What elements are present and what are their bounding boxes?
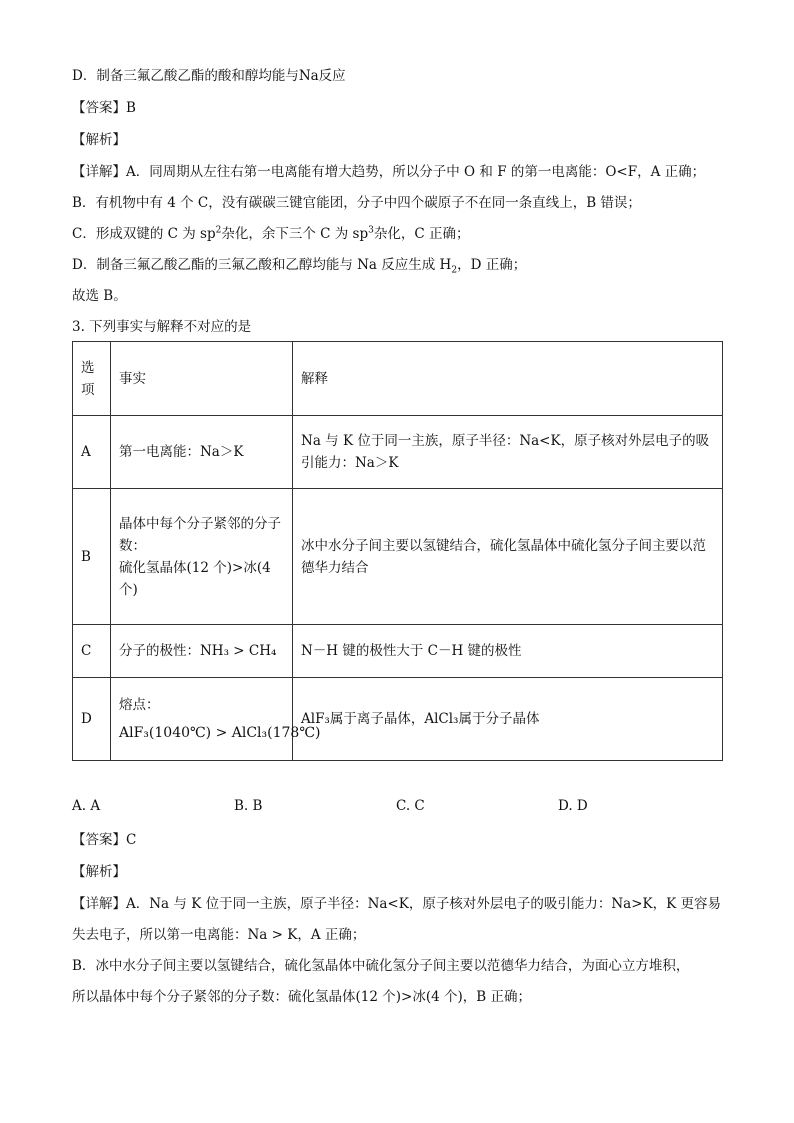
table-row bbox=[73, 625, 723, 678]
answer-label-2: 【答案】C bbox=[72, 832, 137, 848]
header-fact: 事实 bbox=[111, 342, 293, 416]
row-d-fact bbox=[111, 678, 321, 761]
row-b-fact-l2: 硫化氢晶体(12 个)>冰(4 个) bbox=[119, 559, 271, 598]
answer-options bbox=[72, 798, 722, 818]
question-3-table bbox=[72, 341, 723, 761]
detail-line-c bbox=[72, 224, 469, 244]
table-row bbox=[73, 489, 723, 625]
d-text-a: D．制备三氟乙酸乙酯的三氟乙酸和乙醇均能与 Na 反应生成 H bbox=[72, 257, 452, 273]
c-text-b: 杂化，余下三个 C 为 sp bbox=[221, 226, 369, 242]
option-d: D. D bbox=[558, 798, 588, 814]
row-d-explain: AlF₃属于离子晶体，AlCl₃属于分子晶体 bbox=[293, 678, 723, 761]
d-option-line: D．制备三氟乙酸乙酯的酸和醇均能与Na反应 bbox=[72, 68, 346, 84]
c-sup-2: 3 bbox=[368, 225, 374, 236]
header-option: 选项 bbox=[73, 342, 111, 416]
row-d-fact-l1: 熔点： bbox=[119, 697, 160, 713]
answer-label-1: 【答案】B bbox=[72, 100, 136, 116]
detail-line-b: B．有机物中有 4 个 C，没有碳碳三键官能团，分子中四个碳原子不在同一条直线上，B 错误； bbox=[72, 195, 641, 211]
row-a-explain: Na 与 K 位于同一主族，原子半径：Na<K，原子核对外层电子的吸引能力：Na＞K bbox=[293, 416, 723, 489]
b2-line-2: 所以晶体中每个分子紧邻的分子数：硫化氢晶体(12 个)>冰(4 个)，B 正确； bbox=[72, 989, 531, 1005]
table-header-row bbox=[73, 342, 723, 416]
row-b-explain: 冰中水分子间主要以氢键结合，硫化氢晶体中硫化氢分子间主要以范德华力结合 bbox=[293, 489, 723, 625]
c-text-a: C．形成双键的 C 为 sp bbox=[72, 226, 216, 242]
detail2-line-1: 【详解】A．Na 与 K 位于同一主族，原子半径：Na<K，原子核对外层电子的吸引能力：Na>K，K 更容易 bbox=[72, 896, 721, 912]
row-c-fact: 分子的极性：NH₃ > CH₄ bbox=[111, 625, 293, 678]
row-b-fact bbox=[111, 489, 293, 625]
row-b-option: B bbox=[73, 489, 111, 625]
detail-line-a: 【详解】A．同周期从左往右第一电离能有增大趋势，所以分子中 O 和 F 的第一电离能：O<F，A 正确； bbox=[72, 164, 706, 180]
option-c: C. C bbox=[396, 798, 425, 814]
choose-line: 故选 B。 bbox=[72, 288, 127, 304]
table-row bbox=[73, 416, 723, 489]
header-explain: 解释 bbox=[293, 342, 723, 416]
option-a: A. A bbox=[72, 798, 101, 814]
analysis-label-2: 【解析】 bbox=[72, 864, 126, 880]
option-b: B. B bbox=[234, 798, 263, 814]
row-d-fact-l2: AlF₃(1040℃) > AlCl₃(178℃) bbox=[119, 725, 321, 741]
c-text-c: 杂化，C 正确； bbox=[373, 226, 470, 242]
analysis-label-1: 【解析】 bbox=[72, 132, 126, 148]
row-d-option: D bbox=[73, 678, 111, 761]
b2-line-1: B．冰中水分子间主要以氢键结合，硫化氢晶体中硫化氢分子间主要以范德华力结合，为面心立方堆积， bbox=[72, 958, 690, 974]
row-b-fact-l1: 晶体中每个分子紧邻的分子数： bbox=[119, 515, 281, 554]
question-3-title: 3. 下列事实与解释不对应的是 bbox=[72, 319, 252, 335]
row-c-explain: N－H 键的极性大于 C－H 键的极性 bbox=[293, 625, 723, 678]
row-c-option: C bbox=[73, 625, 111, 678]
row-a-option: A bbox=[73, 416, 111, 489]
table-row bbox=[73, 678, 723, 761]
c-sup-1: 2 bbox=[215, 225, 222, 236]
detail2-line-2: 失去电子，所以第一电离能：Na > K，A 正确； bbox=[72, 927, 366, 943]
detail-line-d bbox=[72, 255, 526, 275]
row-a-fact: 第一电离能：Na＞K bbox=[111, 416, 293, 489]
d-text-b: ，D 正确； bbox=[457, 257, 527, 273]
d-sub: 2 bbox=[451, 265, 458, 276]
